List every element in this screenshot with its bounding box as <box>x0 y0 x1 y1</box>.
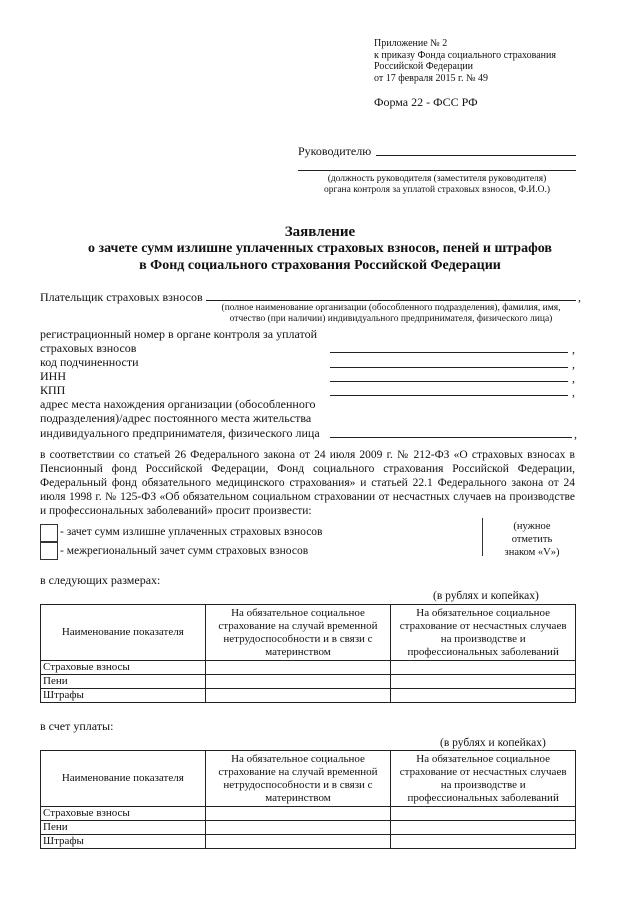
payer-hint <box>206 303 576 325</box>
sizes-h2-l3: на производстве и <box>440 632 526 645</box>
annex-line-3: Российской Федерации <box>374 61 474 72</box>
payment-header-indicator <box>41 751 206 807</box>
address-label-3: индивидуального предпринимателя, физического лица <box>40 426 320 440</box>
payment-cell-input[interactable] <box>205 835 391 849</box>
sizes-cell-input[interactable] <box>205 675 391 689</box>
reg-number-label-2: страховых взносов <box>40 341 137 355</box>
annex-line-2: к приказу Фонда социального страхования <box>374 49 556 61</box>
sizes-row-penalties: Пени <box>41 675 206 689</box>
offset-option-label: - зачет сумм излишне уплаченных страховых взносов <box>60 526 323 538</box>
head-label: Руководителю <box>298 144 372 158</box>
sizes-h1-l4: материнством <box>265 645 331 658</box>
sizes-h2-l2: страхование от несчастных случаев <box>399 619 567 632</box>
payment-cell-input[interactable] <box>391 807 576 821</box>
payment-row-contributions: Страховые взносы <box>41 807 206 821</box>
head-hint-1: (должность руководителя (заместителя руководителя) <box>327 174 547 184</box>
offset-checkbox[interactable] <box>40 524 58 542</box>
payer-input-line[interactable] <box>206 300 576 301</box>
address-label-2: подразделения)/адрес постоянного места жительства <box>40 411 312 425</box>
payment-header-temporary-disability <box>205 751 391 807</box>
subordination-input-line[interactable] <box>330 367 568 368</box>
annex-line-4: от 17 февраля 2015 г. № 49 <box>374 72 489 84</box>
payment-h2-l2: страхование от несчастных случаев <box>399 765 567 778</box>
sizes-row-contributions: Страховые взносы <box>41 661 206 675</box>
payment-h2-l1: На обязательное социальное <box>416 752 551 765</box>
payer-label: Плательщик страховых взносов <box>40 290 203 304</box>
payment-units: (в рублях и копейках) <box>440 737 546 749</box>
address-label-1: адрес места нахождения организации (обособленного <box>40 397 316 411</box>
interregional-offset-checkbox[interactable] <box>40 542 58 560</box>
table-row <box>41 835 576 849</box>
payment-h1-l4: материнством <box>265 791 331 804</box>
document-subtitle-2: в Фонд социального страхования Российской Федерации <box>139 258 501 273</box>
sizes-table <box>40 604 576 703</box>
payment-cell-input[interactable] <box>391 835 576 849</box>
legal-basis-paragraph: в соответствии со статьей 26 Федерального закона от 24 июля 2009 г. № 212-ФЗ «О страховых взносах в Пенсионный фонд Российской Федерации, Фонд социального страхования Российской Федерации, Федеральный фонд обязательного медицинского страхования» и статьей 22.1 Федерального закона от 24 июля 1998 г. № 125-ФЗ «Об обязательном социальном страховании от несчастных случаев на производстве и профессиональных заболеваний» просит произвести: <box>40 449 575 517</box>
inn-input-line[interactable] <box>330 381 568 382</box>
form-number: Форма 22 - ФСС РФ <box>374 95 478 109</box>
sizes-cell-input[interactable] <box>205 689 391 703</box>
sizes-header-indicator <box>41 605 206 661</box>
payment-cell-input[interactable] <box>391 821 576 835</box>
payment-h1-l2: страхование на случай временной <box>218 765 378 778</box>
table-row <box>41 807 576 821</box>
sizes-cell-input[interactable] <box>391 661 576 675</box>
sizes-header-temporary-disability <box>205 605 391 661</box>
payer-hint-1: (полное наименование организации (обособленного подразделения), фамилия, имя, <box>221 303 561 313</box>
payment-cell-input[interactable] <box>205 821 391 835</box>
subordination-label: код подчиненности <box>40 355 139 369</box>
payment-label: в счет уплаты: <box>40 719 114 733</box>
kpp-input-line[interactable] <box>330 395 568 396</box>
head-input-line-2[interactable] <box>298 170 576 171</box>
payment-h2-l4: профессиональных заболеваний <box>407 791 559 804</box>
inn-comma: , <box>572 371 575 385</box>
payment-header-accidents <box>391 751 576 807</box>
head-input-line[interactable] <box>376 155 576 156</box>
payment-header-indicator-text: Наименование показателя <box>61 772 184 784</box>
sizes-header-accidents <box>391 605 576 661</box>
table-row <box>41 689 576 703</box>
payment-h1-l1: На обязательное социальное <box>231 752 365 765</box>
sizes-table-header <box>41 605 576 661</box>
subordination-comma: , <box>572 357 575 371</box>
interregional-offset-option-label: - межрегиональный зачет сумм страховых взносов <box>60 545 309 557</box>
payer-hint-2: отчество (при наличии) индивидуального предпринимателя, физического лица) <box>229 314 553 324</box>
payment-row-fines: Штрафы <box>41 835 206 849</box>
sizes-header-indicator-text: Наименование показателя <box>61 626 184 638</box>
sizes-h2-l1: На обязательное социальное <box>416 606 551 619</box>
annex-line-1: Приложение № 2 <box>374 38 448 49</box>
kpp-comma: , <box>572 385 575 399</box>
reg-number-label-1: регистрационный номер в органе контроля за уплатой <box>40 327 318 341</box>
sizes-h1-l3: нетрудоспособности и в связи с <box>223 632 373 645</box>
checkbox-note-1: (нужное <box>513 521 551 532</box>
note-divider <box>482 518 483 556</box>
table-row <box>41 675 576 689</box>
payment-row-penalties: Пени <box>41 821 206 835</box>
sizes-units: (в рублях и копейках) <box>433 590 539 602</box>
reg-number-comma: , <box>572 342 575 356</box>
inn-label: ИНН <box>40 369 66 383</box>
annex-block <box>374 38 556 84</box>
checkbox-note <box>496 520 568 559</box>
payment-h2-l3: на производстве и <box>440 778 526 791</box>
head-hint <box>298 174 576 196</box>
address-input-line[interactable] <box>330 437 572 438</box>
document-subtitle-1: о зачете сумм излишне уплаченных страховых взносов, пеней и штрафов <box>87 241 552 256</box>
payment-h1-l3: нетрудоспособности и в связи с <box>223 778 373 791</box>
sizes-cell-input[interactable] <box>205 661 391 675</box>
sizes-h2-l4: профессиональных заболеваний <box>407 645 559 658</box>
sizes-row-fines: Штрафы <box>41 689 206 703</box>
address-comma: , <box>574 427 577 441</box>
checkbox-note-3: знаком «V») <box>504 547 560 558</box>
payment-table-header <box>41 751 576 807</box>
payment-cell-input[interactable] <box>205 807 391 821</box>
sizes-h1-l1: На обязательное социальное <box>231 606 365 619</box>
table-row <box>41 821 576 835</box>
payer-comma: , <box>578 290 581 304</box>
payment-table <box>40 750 576 849</box>
table-row <box>41 661 576 675</box>
head-hint-2: органа контроля за уплатой страховых взносов, Ф.И.О.) <box>323 185 551 195</box>
document-title: Заявление <box>284 224 356 240</box>
sizes-cell-input[interactable] <box>391 689 576 703</box>
kpp-label: КПП <box>40 383 66 397</box>
reg-number-input-line[interactable] <box>330 352 568 353</box>
sizes-label: в следующих размерах: <box>40 573 161 587</box>
sizes-h1-l2: страхование на случай временной <box>218 619 378 632</box>
checkbox-note-2: отметить <box>511 534 553 545</box>
sizes-cell-input[interactable] <box>391 675 576 689</box>
